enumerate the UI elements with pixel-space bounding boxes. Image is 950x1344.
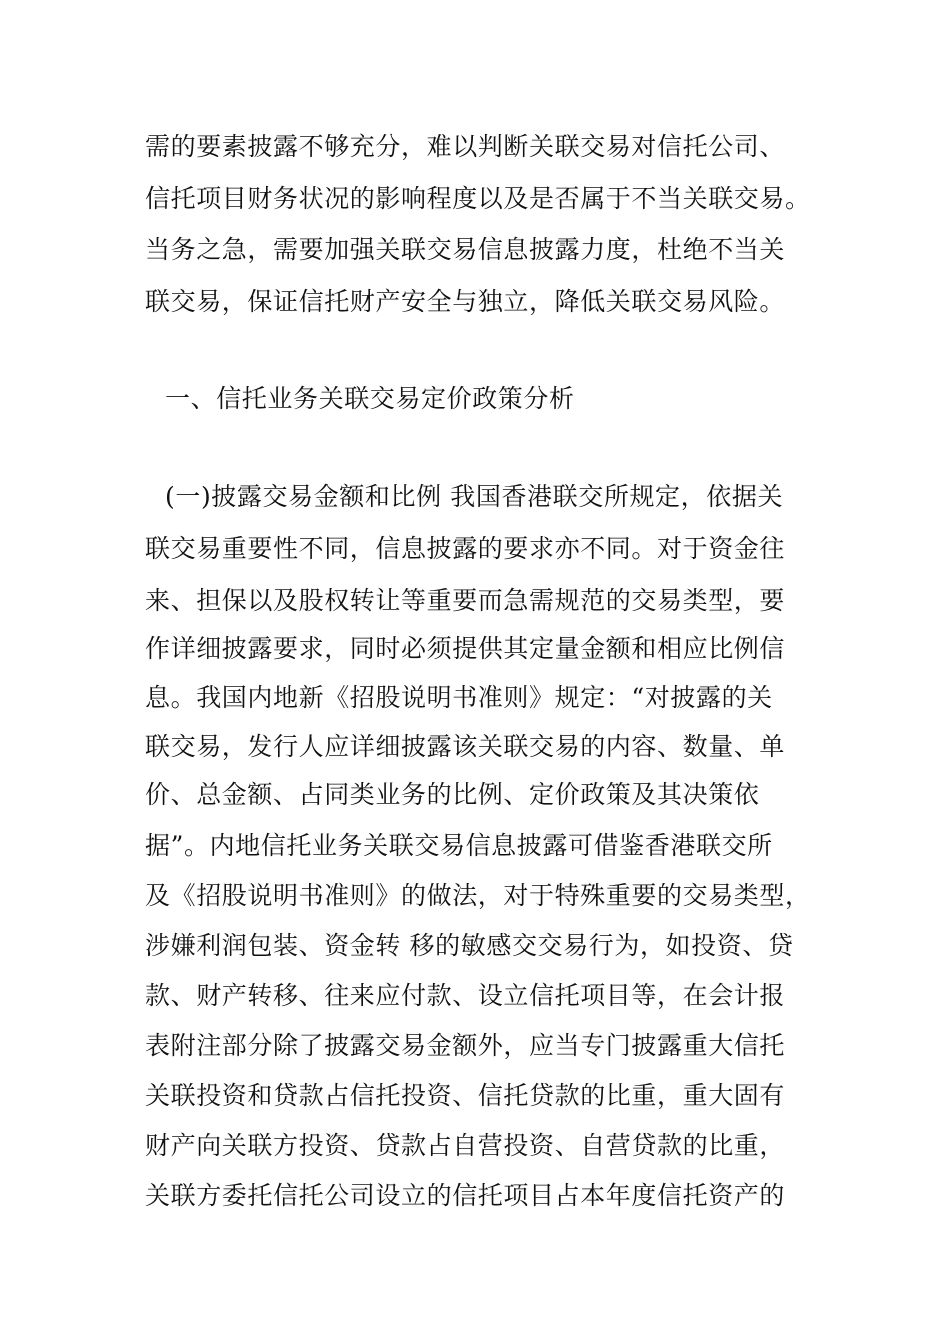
paragraph-line: (一)披露交易金额和比例 我国香港联交所规定，依据关 — [165, 482, 784, 511]
section-heading: 一、信托业务关联交易定价政策分析 — [165, 384, 575, 413]
paragraph-line: 款、财产转移、往来应付款、设立信托项目等，在会计报 — [145, 981, 786, 1010]
paragraph-line: 需的要素披露不够充分，难以判断关联交易对信托公司、 — [145, 132, 786, 161]
paragraph-line: 联交易重要性不同，信息披露的要求亦不同。对于资金往 — [145, 534, 786, 563]
paragraph-line: 财产向关联方投资、贷款占自营投资、自营贷款的比重， — [145, 1131, 786, 1160]
paragraph-line: 联交易，发行人应详细披露该关联交易的内容、数量、单 — [145, 732, 786, 761]
paragraph-line: 及《招股说明书准则》的做法，对于特殊重要的交易类型， — [145, 881, 811, 910]
paragraph-line: 信托项目财务状况的影响程度以及是否属于不当关联交易。 — [145, 184, 811, 213]
paragraph-line: 关联方委托信托公司设立的信托项目占本年度信托资产的 — [145, 1181, 786, 1210]
paragraph-line: 表附注部分除了披露交易金额外，应当专门披露重大信托 — [145, 1031, 786, 1060]
paragraph-line: 关联投资和贷款占信托投资、信托贷款的比重，重大固有 — [145, 1081, 786, 1110]
paragraph-line: 据”。内地信托业务关联交易信息披露可借鉴香港联交所 — [145, 831, 773, 860]
paragraph-line: 来、担保以及股权转让等重要而急需规范的交易类型，要 — [145, 586, 786, 615]
paragraph-line: 当务之急，需要加强关联交易信息披露力度，杜绝不当关 — [145, 235, 786, 264]
paragraph-line: 价、总金额、占同类业务的比例、定价政策及其决策依 — [145, 780, 760, 809]
paragraph-line: 涉嫌利润包装、资金转 移的敏感交交易行为，如投资、贷 — [145, 931, 794, 960]
paragraph-line: 联交易，保证信托财产安全与独立，降低关联交易风险。 — [145, 287, 786, 316]
paragraph-line: 作详细披露要求，同时必须提供其定量金额和相应比例信 — [145, 634, 786, 663]
paragraph-line: 息。我国内地新《招股说明书准则》规定：“对披露的关 — [145, 683, 773, 712]
